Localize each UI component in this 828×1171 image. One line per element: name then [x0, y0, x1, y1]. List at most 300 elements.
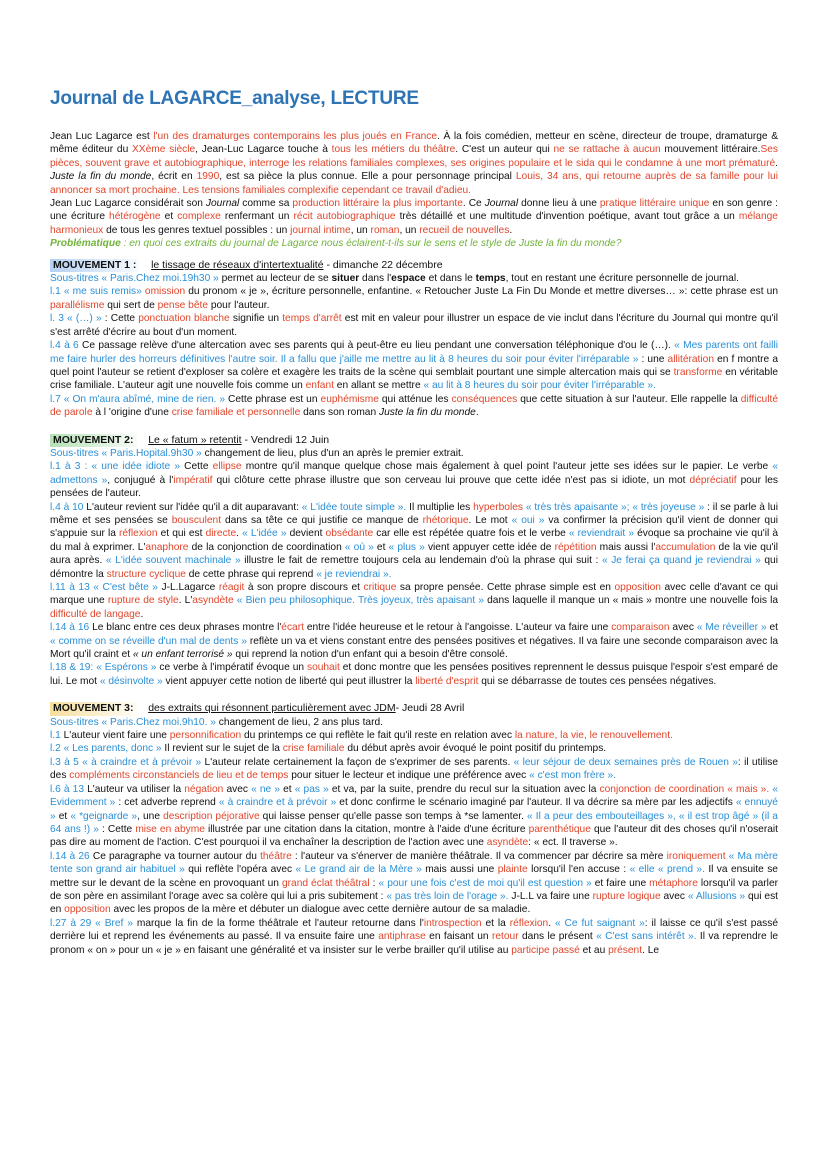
- text-run: .: [775, 157, 778, 169]
- text-run: à son propre discours et: [244, 582, 364, 593]
- text-run: « Bien peu philosophique. Très joyeux, très apaisant »: [236, 595, 484, 607]
- text-run: 1990: [196, 171, 220, 183]
- text-run: avec les propos de la mère et débuter un dialogue avec cette dernière autour de sa maladie.: [110, 904, 531, 916]
- text-run: du printemps ce qui reflète le fait qu'il reste en relation avec: [241, 730, 515, 742]
- text-run: avec celle d'avant ce qui marque une: [50, 582, 779, 607]
- text-run: marque la fin de la forme théâtrale et l'auteur retourne dans l': [132, 917, 424, 929]
- text-run: « Me réveiller »: [696, 622, 767, 634]
- text-run: participe passé: [511, 944, 580, 956]
- text-run: « je reviendrai ».: [316, 568, 392, 580]
- text-run: dans le présent: [518, 931, 597, 943]
- text-run: : Cette: [101, 313, 139, 325]
- analysis-paragraph: [50, 661, 778, 688]
- text-run: hyperboles: [473, 501, 523, 513]
- text-run: temps d'arrêt: [282, 313, 342, 325]
- text-run: , tout en restant une écriture personnelle de journal.: [505, 273, 739, 285]
- text-run: parallélisme: [50, 299, 105, 311]
- text-run: « ennuyé »: [50, 797, 778, 822]
- text-run: négation: [184, 783, 224, 795]
- text-run: changement de lieu, plus d'un an après le premier extrait.: [201, 447, 464, 459]
- analysis-paragraph: [50, 742, 778, 755]
- text-run: « pour une fois c'est de moi qu'il est question »: [378, 877, 592, 889]
- text-run: Cette phrase est un: [225, 393, 321, 405]
- text-run: « L'idée souvent machinale »: [105, 555, 241, 567]
- text-run: : Cette: [98, 823, 136, 835]
- text-run: « Je ferai ça quand je reviendrai »: [601, 555, 761, 567]
- text-run: pratique littéraire unique: [599, 198, 710, 210]
- text-run: hétérogène: [109, 211, 161, 223]
- movement-section: [50, 259, 778, 420]
- text-run: et: [280, 783, 295, 795]
- text-run: « Evidemment »: [50, 783, 778, 809]
- text-run: omission: [144, 286, 186, 298]
- text-run: : l'auteur va s'énerver de manière théâtrale. Il va commencer par décrire sa mère: [291, 850, 667, 862]
- text-run: Il va ensuite se mettre sur le devant de la scène en provoquant un: [50, 864, 778, 889]
- text-run: présent: [608, 944, 643, 956]
- text-run: Jean Luc Lagarce considérait son: [50, 198, 206, 210]
- text-run: en son genre : une écriture: [50, 198, 778, 223]
- text-run: dans son roman: [300, 407, 379, 419]
- text-run: « oui »: [511, 514, 545, 526]
- text-run: « Allusions »: [687, 890, 746, 902]
- text-run: , un: [350, 224, 371, 236]
- text-run: enfant: [305, 380, 334, 392]
- movement-title: des extraits qui résonnent particulièrement avec JDM: [148, 702, 396, 715]
- text-run: « Ma mère tente son grand air habituel »: [50, 850, 778, 876]
- text-run: . Le: [642, 944, 660, 956]
- text-run: , conjugué à l': [107, 474, 174, 486]
- text-run: récit autobiographique: [293, 211, 396, 223]
- text-run: dépréciatif: [689, 474, 737, 486]
- text-run: ne se rattache à aucun: [553, 144, 661, 156]
- text-run: que l'auteur dit des choses qu'il n'oserait pas dire au moment de l'action. C'est pourquoi il va enchaîner la description de l'action avec une: [50, 823, 778, 849]
- text-run: écart: [281, 622, 304, 634]
- movement-date: - Jeudi 28 Avril: [395, 702, 465, 715]
- text-run: « reviendrait »: [568, 528, 634, 540]
- text-run: théâtre: [260, 850, 292, 862]
- intro-paragraph-journal: [50, 197, 778, 237]
- text-run: opposition: [64, 904, 111, 916]
- text-run: bousculent: [171, 514, 222, 526]
- text-run: Problématique: [50, 238, 121, 250]
- text-run: rupture de style: [107, 595, 179, 607]
- text-run: « *geignarde »: [70, 810, 138, 822]
- text-run: plainte: [497, 864, 528, 876]
- text-run: et au: [579, 944, 609, 956]
- text-run: souhait: [306, 662, 340, 674]
- text-run: « admettons »: [50, 461, 778, 486]
- movement-title: Le « fatum » retentit: [148, 433, 242, 446]
- text-run: , une: [137, 810, 164, 822]
- text-run: ellipse: [212, 461, 242, 473]
- text-run: l.14 à 26: [50, 850, 90, 862]
- text-run: avec: [669, 622, 697, 634]
- movement-heading: [50, 434, 778, 447]
- text-run: changement de lieu, 2 ans plus tard.: [215, 716, 383, 728]
- text-run: illustre le fait de remettre toujours cela au lendemain d'où la phrase qui suit :: [240, 555, 602, 567]
- text-run: Il revient sur le sujet de la: [161, 743, 283, 755]
- text-run: conséquences: [451, 393, 518, 405]
- text-run: « Mes parents ont failli me faire hurler des horreurs définitives l'autre soir. Il a fallu que j'aille me mettre au lit à 8 heures du soir pour éviter l'irréparable »: [50, 340, 778, 365]
- text-run: critique: [363, 582, 397, 593]
- text-run: du début après avoir évoqué le point positif du printemps.: [344, 743, 607, 755]
- text-run: signifie un: [229, 313, 283, 325]
- text-run: compléments circonstanciels de lieu et de temps: [69, 770, 289, 782]
- text-run: L'auteur va utiliser la: [84, 783, 185, 795]
- text-run: « c'est mon frère ».: [529, 770, 616, 782]
- text-run: « L'idée »: [242, 528, 287, 540]
- text-run: Sous-titres « Paris.Chez moi.19h30 »: [50, 273, 219, 285]
- introduction: [50, 130, 778, 251]
- text-run: « ne »: [251, 783, 280, 795]
- text-run: et la: [481, 917, 510, 929]
- problematique: [50, 237, 778, 250]
- text-run: : il laisse ce qu'il s'est passé derrière lui et reprend les événements au passé. Il va ensuite faire une: [50, 917, 778, 943]
- text-run: transforme: [673, 366, 723, 378]
- text-run: l.18 & 19: « Espérons »: [50, 662, 157, 674]
- text-run: « Ce fut saignant »: [554, 917, 645, 929]
- text-run: et: [160, 211, 178, 223]
- analysis-paragraph: [50, 729, 778, 742]
- text-run: J-L.L va faire une: [508, 890, 593, 902]
- text-run: : une: [638, 353, 668, 365]
- text-run: de la vie qu'il aura après.: [50, 541, 779, 567]
- text-run: l.11 à 13 « C'est bête »: [50, 582, 158, 593]
- text-run: . À la fois comédien, metteur en scène, directeur de troupe, dramaturge & même éditeur du: [50, 131, 778, 156]
- text-run: , Jean-Luc Lagarce touche à: [195, 144, 332, 156]
- text-run: l.1 à 3 : « une idée idiote »: [50, 461, 181, 473]
- text-run: J-L.Lagarce: [157, 582, 219, 593]
- movement-section: [50, 434, 778, 689]
- text-run: : cet adverbe reprend: [115, 797, 219, 809]
- text-run: comme sa: [239, 198, 293, 210]
- text-run: rupture logique: [592, 890, 661, 902]
- text-run: directe: [205, 528, 237, 540]
- text-run: Cette: [180, 461, 213, 473]
- movement-date: - dimanche 22 décembre: [323, 258, 443, 271]
- text-run: et: [373, 541, 389, 553]
- page-title: Journal de LAGARCE_analyse, LECTURE: [50, 88, 419, 109]
- text-run: l.4 à 6: [50, 340, 79, 352]
- text-run: structure cyclique: [106, 568, 186, 580]
- text-run: : en quoi ces extraits du journal de Lagarce nous éclairent-t-ils sur le sens et le style de Juste la fin du monde?: [120, 238, 622, 250]
- text-run: l.7 « On m'aura abîmé, mine de rien. »: [50, 393, 226, 405]
- analysis-paragraph: [50, 621, 778, 661]
- text-run: permet au lecteur de se: [218, 273, 332, 285]
- text-run: et dans le: [425, 273, 476, 285]
- text-run: devient: [286, 528, 326, 540]
- analysis-paragraph: [50, 272, 778, 285]
- text-run: accumulation: [655, 541, 716, 553]
- text-run: . Ce: [462, 198, 485, 210]
- movement-label: MOUVEMENT 2:: [50, 434, 137, 447]
- text-run: .: [475, 407, 479, 419]
- text-run: XXème siècle: [131, 144, 196, 156]
- text-run: « Le grand air de la Mère »: [295, 864, 422, 876]
- text-run: situer: [331, 273, 360, 285]
- text-run: « elle « prend ».: [629, 864, 705, 876]
- text-run: très détaillé et une multitude d'invention poétique, avant tout grâce a un: [395, 211, 739, 223]
- text-run: « L'idée toute simple ».: [301, 501, 407, 513]
- text-run: l.27 à 29 « Bref »: [50, 917, 133, 929]
- text-run: l. 3 « (…) »: [50, 313, 102, 325]
- text-run: évoque sa prochaine vie qu'il à du mal à exprimer. L': [50, 528, 778, 553]
- text-run: temps: [475, 273, 506, 285]
- text-run: qui se débarrasse de toutes ces pensées négatives.: [478, 675, 717, 687]
- text-run: , écrit en: [151, 171, 197, 183]
- text-run: réflexion: [509, 917, 549, 929]
- text-run: de tous les genres textuel possibles : un: [103, 224, 291, 236]
- text-run: .: [548, 917, 555, 929]
- analysis-paragraph: [50, 312, 778, 339]
- text-run: Juste la fin du monde: [50, 171, 152, 183]
- text-run: Ce paragraphe va tourner autour du: [89, 850, 261, 862]
- text-run: Ce passage relève d'une altercation avec ses parents qui à peut-être eu lieu pendant une conversation téléphonique d'ou le (…).: [78, 340, 675, 352]
- text-run: en f montre a quel point l'auteur se retient d'exploser sa colère et exagère les traits de la scène qui semblait pourtant une simple altercation mais qui se: [50, 353, 778, 378]
- movement-date: - Vendredi 12 Juin: [241, 433, 330, 446]
- analysis-paragraph: [50, 850, 778, 917]
- text-run: opposition: [614, 582, 661, 593]
- text-run: réflexion: [119, 528, 158, 540]
- text-run: rhétorique: [422, 514, 469, 526]
- text-run: qui clôture cette phrase illustre que son cerveau lui prouve que cette idée n'est pas si idiote, un mot: [212, 474, 690, 486]
- text-run: crise familiale: [282, 743, 345, 755]
- text-run: « un enfant terrorisé »: [132, 649, 233, 661]
- analysis-paragraph: [50, 783, 778, 850]
- text-run: L'auteur relate certainement la façon de s'exprimer de ses parents.: [201, 756, 514, 768]
- text-run: montre qu'il manque quelque chose mais également à quel point l'auteur jette ses idées sur le papier. Le verbe: [241, 461, 773, 473]
- text-run: .: [140, 608, 144, 620]
- movement-heading: [50, 702, 778, 715]
- text-run: qui atténue les: [378, 393, 452, 405]
- text-run: ironiquement: [666, 850, 726, 862]
- analysis-paragraph: [50, 581, 778, 621]
- text-run: en allant se mettre: [333, 380, 424, 392]
- text-run: asyndète: [486, 837, 529, 849]
- text-run: et qui est: [157, 528, 206, 540]
- text-run: antiphrase: [378, 931, 426, 943]
- text-run: .: [236, 528, 243, 540]
- text-run: car elle est répétée quatre fois et le verbe: [373, 528, 569, 540]
- text-run: L'auteur revient sur l'idée qu'il a dit auparavant:: [83, 501, 302, 513]
- text-run: impératif: [173, 474, 213, 486]
- text-run: réagit: [218, 582, 245, 593]
- text-run: : il utilise des: [50, 756, 778, 782]
- text-run: que cette situation à sur l'auteur. Elle rappelle la: [517, 393, 741, 405]
- text-run: en faisant un: [425, 931, 492, 943]
- analysis-paragraph: [50, 339, 778, 393]
- analysis-paragraph: [50, 917, 778, 957]
- text-run: illustrée par une citation dans la citation, montre à l'aide d'une écriture: [204, 823, 529, 835]
- text-run: ce verbe à l'impératif évoque un: [156, 662, 307, 674]
- text-run: qui laisse penser qu'elle passe son temps à *se lamenter.: [259, 810, 528, 822]
- text-run: , est sa pièce la plus connue. Elle a pour personnage principal: [219, 171, 516, 183]
- analysis-paragraph: [50, 756, 778, 783]
- text-run: « à craindre et à prévoir »: [218, 797, 337, 809]
- text-run: donne lieu à une: [518, 198, 600, 210]
- text-run: dans l': [359, 273, 392, 285]
- text-run: .: [509, 224, 513, 236]
- text-run: qui reprend la notion d'un enfant qui a besoin d'être consolé.: [232, 649, 508, 661]
- text-run: et va, par la suite, prendre du recul sur la situation avec la: [328, 783, 600, 795]
- text-run: difficulté de langage: [50, 608, 141, 620]
- text-run: mise en abyme: [135, 823, 205, 835]
- text-run: introspection: [423, 917, 482, 929]
- text-run: qui reflète l'opéra avec: [184, 864, 296, 876]
- text-run: espace: [391, 273, 426, 285]
- text-run: mais aussi une: [421, 864, 498, 876]
- text-run: va confirmer la précision qu'il vient de donner qui s'appuie sur la: [50, 514, 778, 540]
- text-run: à l 'origine d'une: [92, 407, 172, 419]
- text-run: obsédante: [325, 528, 374, 540]
- text-run: entre l'idée heureuse et le retour à l'angoisse. L'auteur va faire une: [303, 622, 612, 634]
- text-run: « comme on se réveille d'un mal de dents »: [50, 635, 247, 647]
- text-run: production littéraire la plus importante: [292, 198, 463, 210]
- text-run: mouvement littéraire.: [660, 144, 761, 156]
- text-run: l.6 à 13: [50, 783, 84, 795]
- text-run: qui est en: [50, 890, 778, 916]
- movement-label: MOUVEMENT 3:: [50, 702, 137, 715]
- text-run: ponctuation blanche: [138, 313, 230, 325]
- text-run: description péjorative: [163, 810, 260, 822]
- text-run: répétition: [554, 541, 597, 553]
- text-run: parenthétique: [528, 823, 591, 835]
- movement-heading: [50, 259, 778, 272]
- text-run: qui démontre la: [50, 555, 778, 580]
- text-run: « pas très loin de l'orage ».: [386, 890, 509, 902]
- text-run: comparaison: [611, 622, 670, 634]
- text-run: dans laquelle il manque un « mais » montre une nouvelle fois la: [483, 595, 778, 607]
- text-run: complexe: [177, 211, 221, 223]
- text-run: Louis, 34 ans, qui retourne auprès de sa famille pour lui annoncer sa mort prochaine. Les tensions familiales complexifie cependant ce travail d'adieu.: [50, 171, 778, 196]
- text-run: l.4 à 10: [50, 501, 84, 513]
- text-run: « plus »: [388, 541, 425, 553]
- text-run: et: [55, 810, 71, 822]
- text-run: qui sert de: [104, 299, 158, 311]
- text-run: asyndète: [192, 595, 234, 607]
- text-run: renfermant un: [220, 211, 294, 223]
- document-page: [50, 88, 778, 957]
- text-run: est mit en valeur pour illustrer un espace de vie inclut dans l'écriture du Journal qui montre qu'il s'est arrêté d'écrire au bout d'un moment.: [50, 313, 779, 338]
- text-run: « pas »: [294, 783, 329, 795]
- text-run: en véritable crise familiale. L'auteur agit une nouvelle fois comme un: [50, 366, 778, 392]
- text-run: personnification: [169, 730, 242, 742]
- text-run: mélange harmonieux: [50, 211, 778, 236]
- text-run: de la conjonction de coordination: [188, 541, 345, 553]
- text-run: Ses pièces, souvent grave et autobiographique, interroge les relations familiales complexes, ses origines populaire et le sida qui le condamne à une mort prématuré: [50, 144, 779, 169]
- text-run: « Il a peur des embouteillages », « il est trop âgé » (il a 64 ans !) »: [50, 810, 778, 835]
- text-run: tous les métiers du théâtre: [331, 144, 456, 156]
- text-run: et donc montre que les pensées positives reprennent le dessus puisque l'espoir s'est emparé de lui. Le mot: [50, 662, 779, 687]
- text-run: « leur séjour de deux semaines près de Rouen »: [513, 756, 738, 768]
- text-run: L'auteur vient faire une: [60, 730, 170, 742]
- text-run: . Le mot: [468, 514, 512, 526]
- text-run: : il se parle à lui même et ses pensées se: [50, 501, 778, 526]
- text-run: :: [369, 877, 379, 889]
- text-run: et faire une: [591, 877, 650, 889]
- text-run: sa propre pensée. Cette phrase simple est en: [396, 582, 615, 593]
- text-run: du pronom « je », écriture personnelle, enfantine. « Retoucher Juste La Fin Du Monde et mettre diverses… »: cette phrase est un: [185, 286, 778, 298]
- text-run: l.1: [50, 730, 61, 742]
- analysis-paragraph: [50, 716, 778, 729]
- movement-section: [50, 702, 778, 957]
- text-run: vient appuyer cette notion de liberté qui peut illustrer la: [162, 675, 416, 687]
- text-run: mais aussi l': [596, 541, 656, 553]
- text-run: « au lit à 8 heures du soir pour éviter l'irréparable ».: [423, 380, 656, 392]
- analysis-paragraph: [50, 285, 778, 312]
- text-run: journal intime: [290, 224, 351, 236]
- spacer: [50, 251, 778, 259]
- movement-title: le tissage de réseaux d'intertextualité: [151, 258, 324, 271]
- text-run: retour: [491, 931, 519, 943]
- text-run: « où »: [344, 541, 374, 553]
- text-run: Sous-titres « Paris.Chez moi.9h10. »: [50, 716, 216, 728]
- text-run: métaphore: [649, 877, 698, 889]
- text-run: Le blanc entre ces deux phrases montre l': [89, 622, 282, 634]
- text-run: , un: [399, 224, 420, 236]
- analysis-paragraph: [50, 447, 778, 460]
- text-run: « C'est sans intérêt ».: [596, 931, 697, 943]
- text-run: et donc confirme le scénario imaginé par l'auteur. Il va décrire sa mère par les adjectifs: [336, 797, 736, 809]
- text-run: Jean Luc Lagarce est: [50, 131, 154, 142]
- text-run: Journal: [484, 198, 519, 210]
- text-run: « très très apaisante »; « très joyeuse »: [525, 501, 705, 513]
- text-run: Il va reprendre le pronom « on » pour un « je » en faisant une généralité et va insister sur le verbe brailler qu'il utilise au: [50, 931, 778, 956]
- text-run: avec: [660, 890, 688, 902]
- text-run: . C'est un auteur qui: [455, 144, 554, 156]
- text-run: l.14 à 16: [50, 622, 90, 634]
- text-run: anaphore: [145, 541, 189, 553]
- text-run: pour situer le lecteur et indique une préférence avec: [288, 770, 530, 782]
- text-run: pour l'auteur.: [208, 299, 270, 311]
- text-run: lorsqu'il va parler de son père en assimilant l'orage avec sa colère qui lui a pris subitement :: [50, 877, 778, 902]
- text-run: grand éclat théâtral: [281, 877, 370, 889]
- movements-list: [50, 259, 778, 957]
- text-run: de cette phrase qui reprend: [185, 568, 317, 580]
- text-run: : « ect. Il traverse ».: [528, 837, 618, 849]
- text-run: lorsqu'il l'en accuse :: [527, 864, 630, 876]
- text-run: « désinvolte »: [99, 675, 163, 687]
- intro-paragraph-author: [50, 130, 778, 197]
- text-run: avec: [223, 783, 252, 795]
- text-run: vient appuyer cette idée de: [424, 541, 555, 553]
- text-run: liberté d'esprit: [415, 675, 479, 687]
- text-run: l.2 « Les parents, donc »: [50, 743, 162, 755]
- text-run: allitération: [667, 353, 714, 365]
- text-run: Il multiplie les: [406, 501, 474, 513]
- text-run: et: [766, 622, 779, 634]
- analysis-paragraph: [50, 393, 778, 420]
- analysis-paragraph: [50, 501, 778, 581]
- analysis-paragraph: [50, 460, 778, 500]
- text-run: crise familiale et personnelle: [171, 407, 301, 419]
- text-run: l.3 à 5 « à craindre et à prévoir »: [50, 756, 202, 768]
- text-run: recueil de nouvelles: [419, 224, 510, 236]
- text-run: . L': [178, 595, 193, 607]
- text-run: dans sa tête ce qui justifie ce manque de: [221, 514, 423, 526]
- text-run: Journal: [205, 198, 240, 210]
- text-run: Juste la fin du monde: [378, 407, 476, 419]
- movement-label: MOUVEMENT 1 :: [50, 259, 139, 272]
- text-run: difficulté de parole: [50, 393, 778, 419]
- text-run: l.1 « me suis remis»: [50, 286, 142, 298]
- text-run: pense bête: [157, 299, 209, 311]
- text-run: euphémisme: [320, 393, 379, 405]
- text-run: pour les pensées de l'auteur.: [50, 474, 778, 500]
- text-run: conjonction de coordination « mais ».: [599, 783, 770, 795]
- text-run: la nature, la vie, le renouvellement.: [514, 730, 673, 742]
- text-run: roman: [370, 224, 400, 236]
